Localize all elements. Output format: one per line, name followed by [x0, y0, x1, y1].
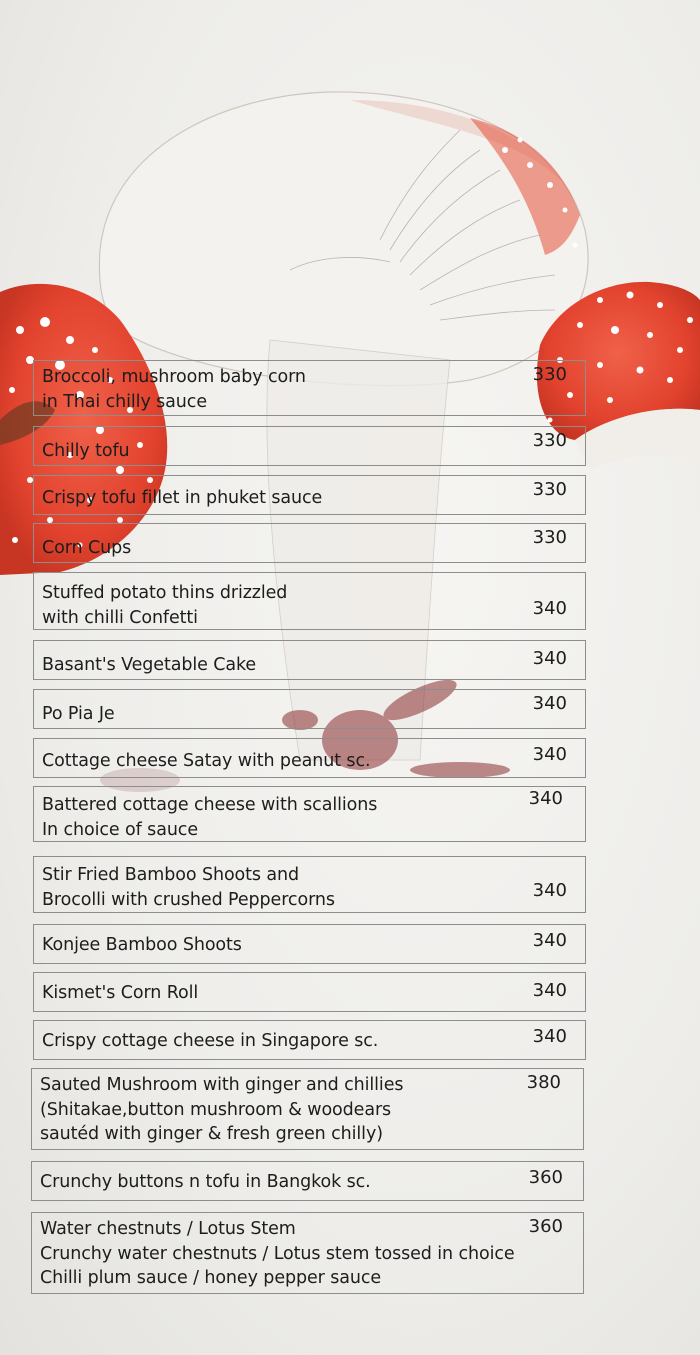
item-price: 340: [532, 598, 567, 619]
menu-item: [33, 689, 586, 729]
menu-item: [33, 972, 586, 1012]
item-name: Crunchy buttons n tofu in Bangkok sc.: [40, 1172, 371, 1192]
menu-item: [33, 572, 586, 630]
item-price: 380: [526, 1072, 561, 1093]
item-name: Kismet's Corn Roll: [42, 983, 199, 1003]
item-price: 330: [532, 430, 567, 451]
item-name: Water chestnuts / Lotus Stem Crunchy water chestnuts / Lotus stem tossed in choice Chilli plum sauce / honey pepper sauce: [40, 1219, 515, 1288]
item-price: 340: [532, 744, 567, 765]
item-name: Chilly tofu: [42, 441, 130, 461]
item-price: 340: [532, 1026, 567, 1047]
menu-item: [33, 786, 586, 842]
menu-item: [33, 640, 586, 680]
item-price: 340: [532, 930, 567, 951]
menu-item: [33, 360, 586, 416]
menu-item: [31, 1212, 584, 1294]
item-price: 340: [532, 980, 567, 1001]
item-name: Stir Fried Bamboo Shoots and Brocolli with crushed Peppercorns: [42, 865, 335, 910]
menu-item: [33, 856, 586, 913]
menu-item: [33, 523, 586, 563]
menu-item: [33, 1020, 586, 1060]
item-name: Basant's Vegetable Cake: [42, 655, 257, 675]
item-name: Battered cottage cheese with scallions In choice of sauce: [42, 795, 378, 840]
item-name: Crispy tofu fillet in phuket sauce: [42, 488, 323, 508]
item-name: Cottage cheese Satay with peanut sc.: [42, 751, 371, 771]
item-name: Stuffed potato thins drizzled with chilli Confetti: [42, 583, 288, 628]
item-name: Konjee Bamboo Shoots: [42, 935, 242, 955]
item-price: 340: [532, 880, 567, 901]
menu-item: [33, 924, 586, 964]
item-price: 360: [528, 1216, 563, 1237]
menu-item: [31, 1161, 584, 1201]
menu-item: [33, 426, 586, 466]
item-price: 340: [532, 693, 567, 714]
menu-item: [31, 1068, 584, 1150]
item-price: 330: [532, 364, 567, 385]
item-price: 330: [532, 479, 567, 500]
menu-item: [33, 738, 586, 778]
item-name: Corn Cups: [42, 538, 132, 558]
item-price: 340: [532, 648, 567, 669]
item-name: Po Pia Je: [42, 704, 115, 724]
item-price: 360: [528, 1167, 563, 1188]
item-name: Broccoli, mushroom baby corn in Thai chilly sauce: [42, 367, 306, 412]
menu-item: [33, 475, 586, 515]
item-name: Crispy cottage cheese in Singapore sc.: [42, 1031, 379, 1051]
item-price: 330: [532, 527, 567, 548]
item-name: Sauted Mushroom with ginger and chillies (Shitakae,button mushroom & woodears sautéd with ginger & fresh green chilly): [40, 1075, 404, 1144]
item-price: 340: [528, 788, 563, 809]
